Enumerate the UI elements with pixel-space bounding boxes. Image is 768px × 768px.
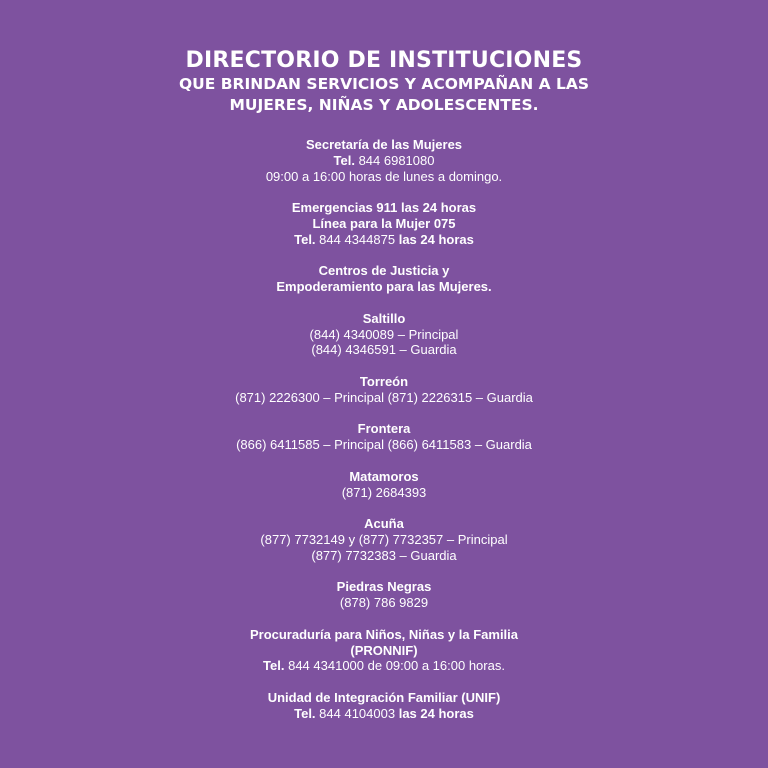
entry-phone: (871) 2684393 xyxy=(341,484,427,500)
entry-subname: Línea para la Mujer 075 xyxy=(312,215,456,231)
entry-phone: (844) 4346591 – Guardia xyxy=(311,342,457,358)
entry-name: Secretaría de las Mujeres xyxy=(305,137,463,152)
phone-number: 844 4341000 de 09:00 a 16:00 horas. xyxy=(288,658,505,674)
entry-hours: las 24 horas xyxy=(398,231,474,247)
entry-name: Frontera xyxy=(357,421,411,437)
entry-name: Emergencias 911 las 24 horas xyxy=(291,200,477,216)
entry-secretaria xyxy=(0,137,768,184)
subtitle-line-2: MUJERES, NIÑAS Y ADOLESCENTES. xyxy=(229,96,539,114)
entry-name: Unidad de Integración Familiar (UNIF) xyxy=(267,689,501,705)
tel-label: Tel. xyxy=(333,152,355,168)
entry-centros xyxy=(0,263,768,295)
entry-phone: (871) 2226300 – Principal (871) 2226315 – Guardia xyxy=(235,389,533,405)
entry-unif xyxy=(0,690,768,722)
tel-label: Tel. xyxy=(263,658,285,674)
entry-name-cont: Empoderamiento para las Mujeres. xyxy=(276,279,492,295)
phone-number: 844 4104003 xyxy=(319,705,396,721)
entry-phone xyxy=(0,153,768,169)
entry-emergencias xyxy=(0,200,768,247)
entry-phone xyxy=(0,706,768,722)
phone-number: 844 6981080 xyxy=(358,152,435,168)
entry-matamoros xyxy=(0,469,768,501)
subtitle-line-1: QUE BRINDAN SERVICIOS Y ACOMPAÑAN A LAS xyxy=(178,75,590,93)
entry-phone: (844) 4340089 – Principal xyxy=(309,326,459,342)
entry-hours: 09:00 a 16:00 horas de lunes a domingo. xyxy=(265,168,503,184)
entry-acronym: (PRONNIF) xyxy=(350,642,418,658)
entry-name: Piedras Negras xyxy=(336,579,432,595)
entry-phone: (878) 786 9829 xyxy=(339,595,429,611)
entry-name: Procuraduría para Niños, Niñas y la Familia xyxy=(249,626,519,642)
entry-phone xyxy=(0,232,768,248)
directory-list xyxy=(0,137,768,721)
entry-phone: (877) 7732383 – Guardia xyxy=(311,547,457,563)
entry-name: Matamoros xyxy=(349,468,419,484)
entry-name: Saltillo xyxy=(362,310,406,326)
phone-number: 844 4344875 xyxy=(319,231,396,247)
entry-acuna xyxy=(0,516,768,563)
page-subtitle xyxy=(0,74,768,116)
entry-piedras-negras xyxy=(0,579,768,611)
entry-name: Torreón xyxy=(359,373,409,389)
entry-phone: (866) 6411585 – Principal (866) 6411583 – Guardia xyxy=(236,437,532,453)
entry-name: Acuña xyxy=(364,516,404,532)
entry-hours: las 24 horas xyxy=(398,705,474,721)
entry-saltillo xyxy=(0,311,768,358)
entry-phone: (877) 7732149 y (877) 7732357 – Principal xyxy=(260,531,508,547)
entry-torreon xyxy=(0,374,768,406)
tel-label: Tel. xyxy=(294,231,316,247)
entry-frontera xyxy=(0,421,768,453)
entry-pronnif xyxy=(0,627,768,674)
entry-phone xyxy=(0,658,768,674)
page-title: DIRECTORIO DE INSTITUCIONES xyxy=(185,48,583,73)
entry-name: Centros de Justicia y xyxy=(318,263,450,279)
tel-label: Tel. xyxy=(294,705,316,721)
